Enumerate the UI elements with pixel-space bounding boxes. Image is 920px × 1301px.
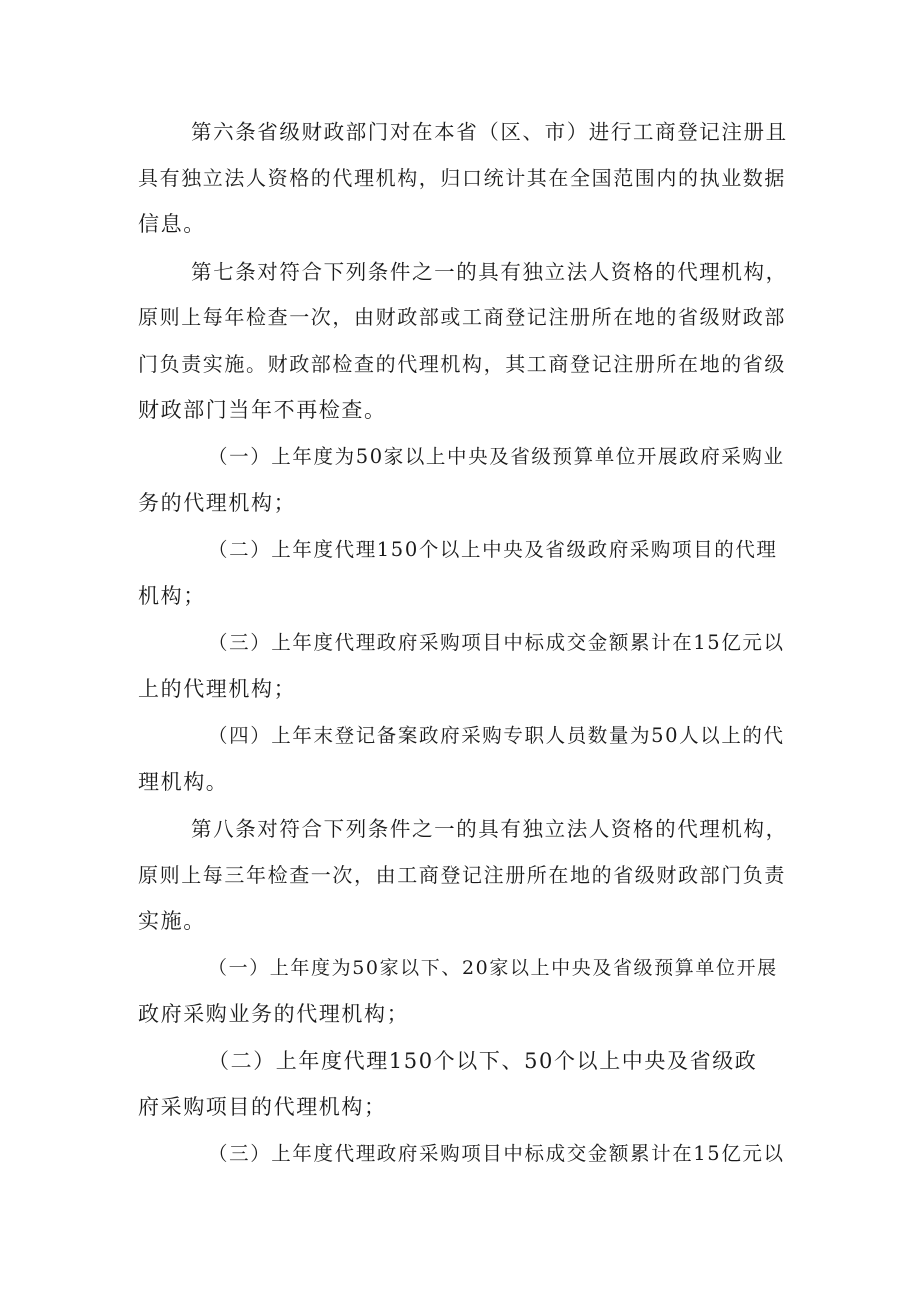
article-7-item-1-line-1: （一）上年度为50家以上中央及省级预算单位开展政府采购业 (208, 445, 785, 468)
article-8-item-3-line-1: （三）上年度代理政府采购项目中标成交金额累计在15亿元以 (208, 1142, 785, 1165)
article-7-item-2-line-1: （二）上年度代理150个以上中央及省级政府采购项目的代理 (208, 538, 778, 561)
article-7-line-2: 原则上每年检查一次，由财政部或工商登记注册所在地的省级财政部 (138, 305, 786, 329)
article-8-line-3: 实施。 (138, 909, 206, 933)
article-7-item-2-line-2: 机构； (138, 584, 206, 608)
article-7-line-3: 门负责实施。财政部检查的代理机构，其工商登记注册所在地的省级 (138, 352, 786, 376)
article-7-item-3-line-2: 上的代理机构； (138, 677, 297, 701)
article-7-item-1-line-2: 务的代理机构； (138, 491, 297, 515)
article-8-line-1: 第八条对符合下列条件之一的具有独立法人资格的代理机构， (191, 817, 788, 841)
article-7-item-4-line-2: 理机构。 (138, 770, 229, 794)
article-8-line-2: 原则上每三年检查一次，由工商登记注册所在地的省级财政部门负责 (138, 863, 786, 887)
article-7-item-4-line-1: （四）上年末登记备案政府采购专职人员数量为50人以上的代 (208, 724, 785, 747)
article-7-item-3-line-1: （三）上年度代理政府采购项目中标成交金额累计在15亿元以 (208, 631, 785, 654)
article-8-item-1-line-1: （一）上年度为50家以下、20家以上中央及省级预算单位开展 (208, 957, 778, 979)
article-8-item-2-line-1: （二）上年度代理150个以下、50个以上中央及省级政 (208, 1049, 758, 1073)
article-6-line-1: 第六条省级财政部门对在本省（区、市）进行工商登记注册且 (191, 120, 788, 144)
article-8-item-1-line-2: 政府采购业务的代理机构； (138, 1002, 410, 1026)
article-7-line-4: 财政部门当年不再检查。 (138, 398, 387, 422)
article-6-line-2: 具有独立法人资格的代理机构，归口统计其在全国范围内的执业数据 (138, 166, 786, 190)
article-8-item-2-line-2: 府采购项目的代理机构； (138, 1095, 387, 1119)
article-7-line-1: 第七条对符合下列条件之一的具有独立法人资格的代理机构， (191, 260, 788, 284)
article-6-line-3: 信息。 (138, 212, 206, 236)
